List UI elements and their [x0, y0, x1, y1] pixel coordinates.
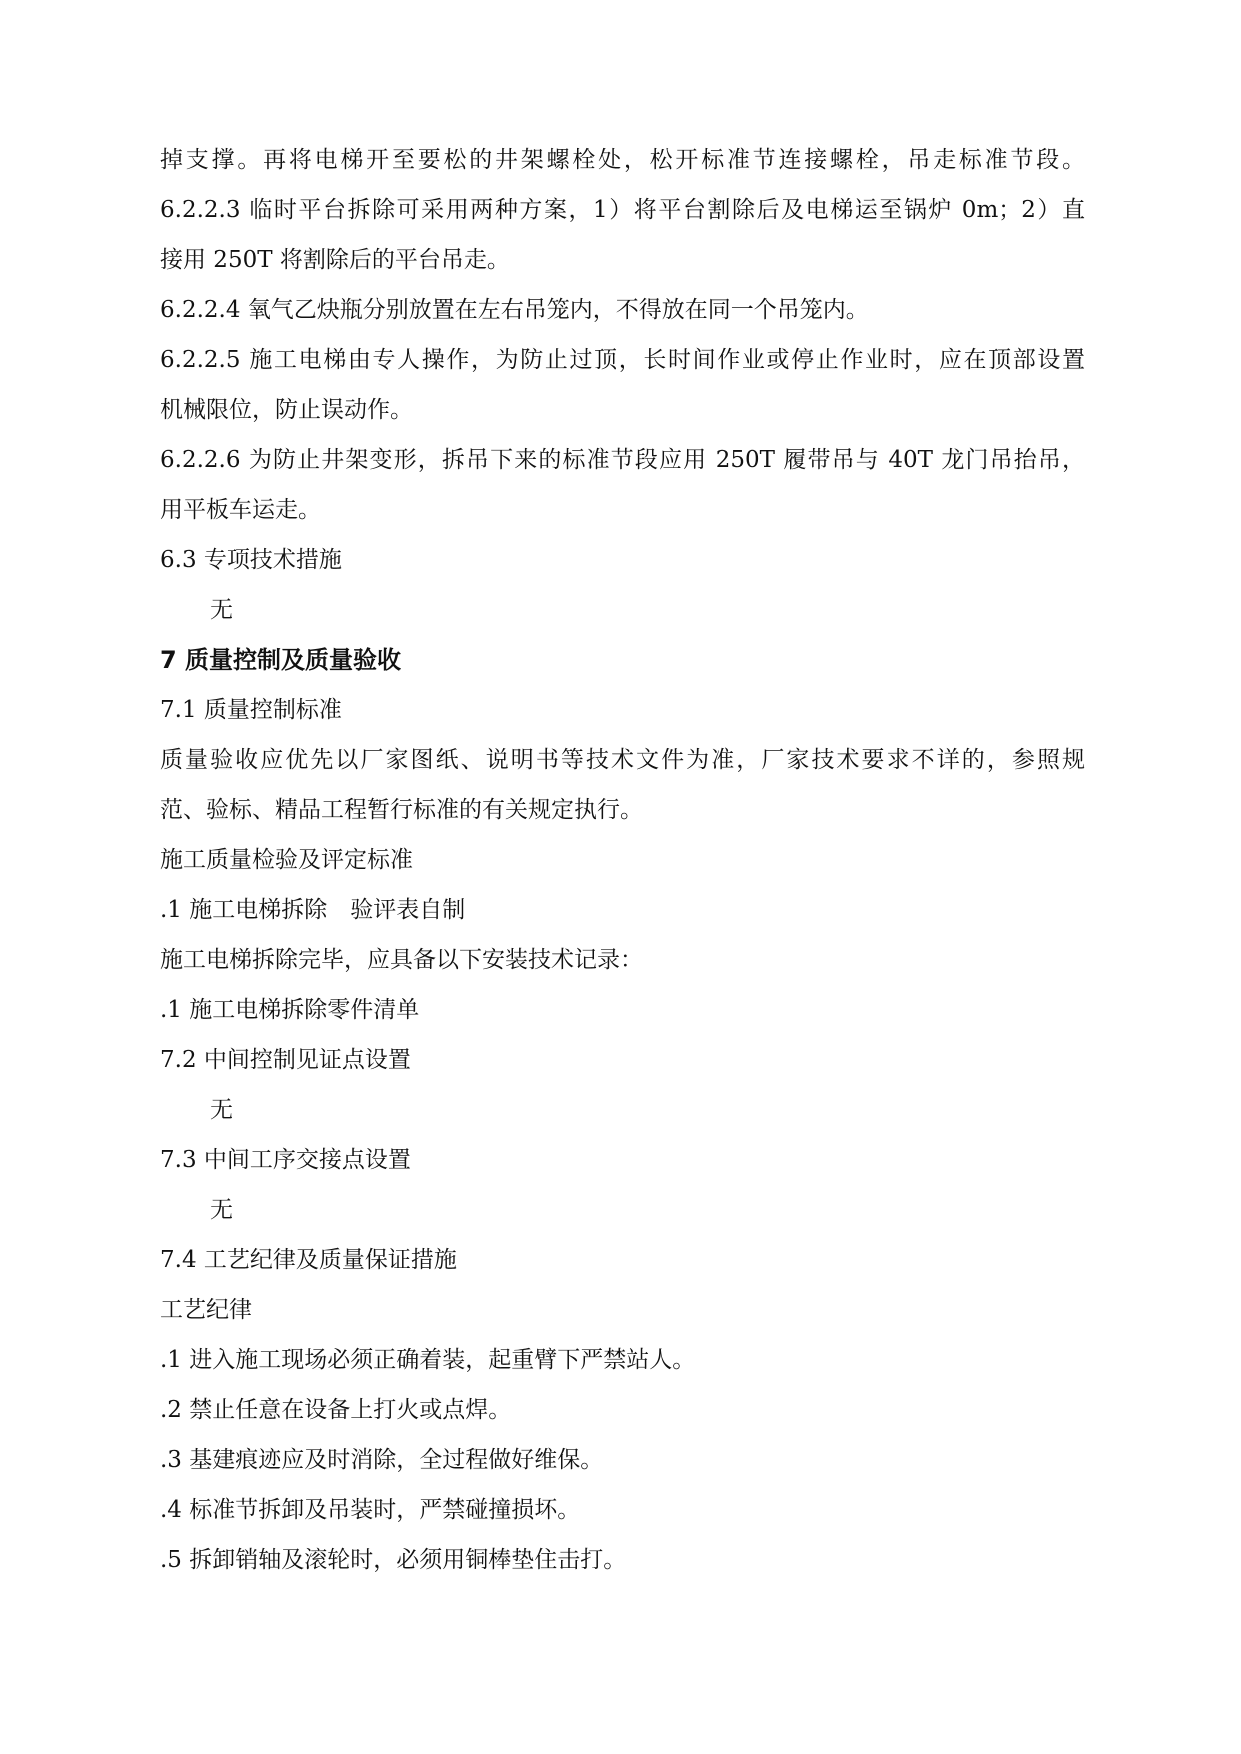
list-item: .4 标准节拆卸及吊装时，严禁碰撞损坏。 [160, 1497, 581, 1523]
paragraph-line: 工艺纪律 [160, 1297, 252, 1323]
paragraph-line: 范、验标、精品工程暂行标准的有关规定执行。 [160, 797, 643, 823]
indented-text: 无 [210, 597, 233, 623]
paragraph-line: 6.2.2.3 临时平台拆除可采用两种方案，1）将平台割除后及电梯运至锅炉 0m；2）直 [160, 197, 1085, 223]
list-item: .1 进入施工现场必须正确着装，起重臂下严禁站人。 [160, 1347, 696, 1373]
subsection-heading: 7.2 中间控制见证点设置 [160, 1047, 411, 1073]
paragraph-line: 掉支撑。再将电梯开至要松的井架螺栓处，松开标准节连接螺栓，吊走标准节段。 [160, 147, 1085, 173]
section-heading: 7 质量控制及质量验收 [160, 646, 402, 674]
list-item: .5 拆卸销轴及滚轮时，必须用铜棒垫住击打。 [160, 1547, 627, 1573]
paragraph-line: 6.2.2.4 氧气乙炔瓶分别放置在左右吊笼内，不得放在同一个吊笼内。 [160, 297, 869, 323]
paragraph-line: 6.2.2.6 为防止井架变形，拆吊下来的标准节段应用 250T 履带吊与 40T 龙门吊抬吊， [160, 447, 1085, 473]
list-item: .3 基建痕迹应及时消除，全过程做好维保。 [160, 1447, 604, 1473]
subsection-heading: 7.1 质量控制标准 [160, 697, 342, 723]
list-item: .2 禁止任意在设备上打火或点焊。 [160, 1397, 512, 1423]
list-item: .1 施工电梯拆除零件清单 [160, 997, 420, 1023]
paragraph-line: 接用 250T 将割除后的平台吊走。 [160, 247, 510, 273]
paragraph-line: 施工电梯拆除完毕，应具备以下安装技术记录： [160, 947, 643, 973]
indented-text: 无 [210, 1197, 233, 1223]
subsection-heading: 7.4 工艺纪律及质量保证措施 [160, 1247, 457, 1273]
paragraph-line: 6.2.2.5 施工电梯由专人操作，为防止过顶，长时间作业或停止作业时，应在顶部设置 [160, 347, 1085, 373]
paragraph-line: 用平板车运走。 [160, 497, 321, 523]
paragraph-line: 机械限位，防止误动作。 [160, 397, 413, 423]
indented-text: 无 [210, 1097, 233, 1123]
subsection-heading: 7.3 中间工序交接点设置 [160, 1147, 411, 1173]
paragraph-line: 质量验收应优先以厂家图纸、说明书等技术文件为准，厂家技术要求不详的，参照规 [160, 747, 1085, 773]
list-item: .1 施工电梯拆除 验评表自制 [160, 897, 466, 923]
document-page [160, 135, 1085, 1585]
subsection-heading: 6.3 专项技术措施 [160, 547, 342, 573]
paragraph-line: 施工质量检验及评定标准 [160, 847, 413, 873]
